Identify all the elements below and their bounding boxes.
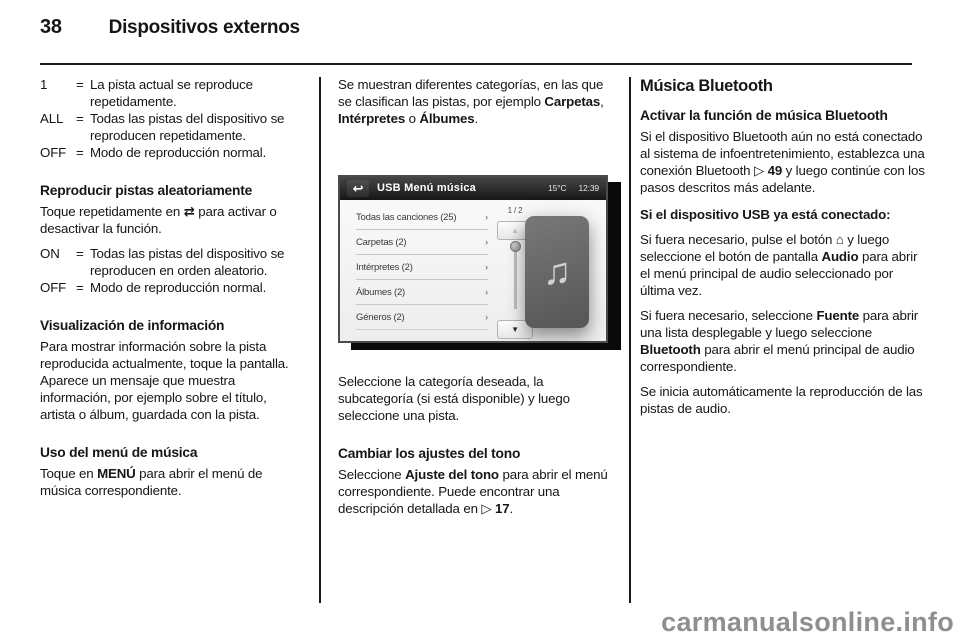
- text-segment: Carpetas: [544, 94, 601, 109]
- menu-item-label: Géneros (2): [356, 311, 405, 323]
- text-segment: y luego seleccione el botón de pantalla: [640, 232, 890, 264]
- chevron-right-icon: ›: [485, 286, 488, 297]
- text-segment: o: [405, 111, 420, 126]
- paragraph-tone-settings: [338, 466, 610, 517]
- menu-item-folders[interactable]: [356, 230, 488, 255]
- chevron-right-icon: ›: [485, 236, 488, 247]
- music-category-list: [356, 205, 488, 330]
- bluetooth-option-reference: Bluetooth: [640, 342, 701, 357]
- shuffle-icon: ⇄: [183, 204, 195, 219]
- def-separator: =: [76, 145, 84, 160]
- infotainment-screenshot: [338, 175, 608, 343]
- paragraph-info-display: Para mostrar información sobre la pista reproducida actualmente, toque la pantalla. Aparece un mensaje que muestra información, por ejemplo sobre el título, artista o álbum, guardada con la pista.: [40, 339, 289, 422]
- def-separator: =: [76, 280, 84, 295]
- heading-info-display: Visualización de información: [40, 318, 225, 333]
- figure-body: [340, 200, 606, 341]
- paragraph-bluetooth-connect: [640, 128, 930, 196]
- page-number: 38: [40, 16, 62, 38]
- music-note-icon: ♫: [542, 251, 572, 293]
- menu-item-label: Todas las canciones (25): [356, 211, 457, 223]
- arrow-up-icon: ▲: [511, 226, 519, 235]
- paragraph-music-menu-use: [40, 465, 304, 499]
- paragraph-home-audio: [640, 231, 930, 299]
- chevron-right-icon: ›: [485, 211, 488, 222]
- text-segment: para abrir una lista desplegable y luego seleccione: [640, 308, 919, 340]
- text-segment: para abrir el menú correspondiente. Puede encontrar una descripción detallada en: [338, 467, 608, 516]
- source-button-reference: Fuente: [816, 308, 860, 323]
- column-divider-1: [319, 77, 321, 603]
- text-segment: Intérpretes: [338, 111, 406, 126]
- paragraph-select-category: Seleccione la categoría deseada, la subcategoría (si está disponible) y luego seleccione una pista.: [338, 374, 570, 423]
- column-3: [640, 76, 930, 425]
- shuffle-mode-list: [40, 245, 304, 296]
- def-term: OFF: [40, 280, 67, 295]
- def-text: Todas las pistas del dispositivo se reproducen en orden aleatorio.: [90, 246, 285, 278]
- def-row-shuffle-off: [40, 279, 304, 296]
- back-button[interactable]: [347, 180, 369, 197]
- text-segment: .: [474, 111, 479, 126]
- column-1: [40, 76, 304, 507]
- def-separator: =: [76, 246, 84, 261]
- scrollbar-track[interactable]: [514, 243, 517, 309]
- back-icon: ↩: [352, 181, 364, 196]
- text-segment: Seleccione: [338, 467, 406, 482]
- text-segment: para abrir el menú de música correspondiente.: [40, 466, 263, 498]
- paragraph-categories: [338, 76, 610, 127]
- heading-tone-settings: Cambiar los ajustes del tono: [338, 446, 521, 461]
- figure-title: USB Menú música: [377, 182, 476, 194]
- text-segment: Si fuera necesario, seleccione: [640, 308, 817, 323]
- menu-item-label: Álbumes (2): [356, 286, 406, 298]
- column-2: [338, 76, 610, 525]
- heading-activate-bluetooth: Activar la función de música Bluetooth: [640, 108, 888, 123]
- text-segment: para activar o desactivar la función.: [40, 204, 277, 236]
- text-segment: para abrir el menú principal de audio seleccionado por última vez.: [640, 249, 918, 298]
- media-device-illustration: [525, 216, 589, 328]
- text-segment: Ajuste del tono: [405, 467, 499, 482]
- menu-item-all-songs[interactable]: [356, 205, 488, 230]
- def-row-repeat-1: [40, 76, 304, 110]
- def-text: Todas las pistas del dispositivo se reproducen repetidamente.: [90, 111, 285, 143]
- page-title: Dispositivos externos: [108, 17, 300, 38]
- def-row-repeat-all: [40, 110, 304, 144]
- page-reference-49: ▷ 49: [753, 163, 783, 178]
- text-segment: Si el dispositivo Bluetooth aún no está conectado al sistema de infoentretenimiento, establezca una conexión Bluetooth: [640, 129, 925, 178]
- def-row-repeat-off: [40, 144, 304, 161]
- page-header: [40, 16, 920, 39]
- heading-music-menu-use: Uso del menú de música: [40, 445, 198, 460]
- text-segment: Álbumes: [419, 111, 475, 126]
- def-separator: =: [76, 111, 84, 126]
- def-term: ALL: [40, 111, 64, 126]
- def-separator: =: [76, 77, 84, 92]
- menu-item-label: Intérpretes (2): [356, 261, 413, 273]
- chevron-right-icon: ›: [485, 261, 488, 272]
- def-term: 1: [40, 77, 48, 92]
- text-segment: ,: [600, 94, 604, 109]
- menu-button-reference: MENÚ: [97, 466, 136, 481]
- column-divider-2: [629, 77, 631, 603]
- def-text: Modo de reproducción normal.: [90, 280, 267, 295]
- def-text: Modo de reproducción normal.: [90, 145, 267, 160]
- chevron-right-icon: ›: [485, 311, 488, 322]
- text-segment: Se muestran diferentes categorías, en las que se clasifican las pistas, por ejemplo: [338, 77, 604, 109]
- scrollbar-knob[interactable]: [510, 241, 521, 252]
- paragraph-shuffle: [40, 203, 304, 237]
- arrow-down-icon: ▼: [511, 325, 519, 334]
- clock-readout: 12:39: [578, 183, 599, 193]
- watermark-text: carmanualsonline.info: [661, 607, 954, 637]
- paragraph-source-bluetooth: [640, 307, 930, 375]
- text-segment: para abrir el menú principal de audio correspondiente.: [640, 342, 915, 374]
- heading-bluetooth-music: Música Bluetooth: [640, 77, 773, 95]
- menu-item-albums[interactable]: [356, 280, 488, 305]
- text-segment: Toque en: [40, 466, 98, 481]
- repeat-mode-list: [40, 76, 304, 161]
- menu-item-genres[interactable]: [356, 305, 488, 330]
- figure-title-bar: [340, 177, 606, 200]
- text-segment: Si fuera necesario, pulse el botón: [640, 232, 836, 247]
- page-indicator: 1 / 2: [507, 206, 523, 215]
- heading-shuffle: Reproducir pistas aleatoriamente: [40, 183, 253, 198]
- usb-music-menu-figure: [338, 175, 608, 343]
- def-text: La pista actual se reproduce repetidamente.: [90, 77, 253, 109]
- menu-item-label: Carpetas (2): [356, 236, 407, 248]
- paragraph-auto-playback: Se inicia automáticamente la reproducción de las pistas de audio.: [640, 384, 923, 416]
- text-segment: Toque repetidamente en: [40, 204, 184, 219]
- def-term: ON: [40, 246, 60, 261]
- def-row-shuffle-on: [40, 245, 304, 279]
- text-segment: .: [509, 501, 514, 516]
- page-reference-17: ▷ 17: [481, 501, 510, 516]
- home-icon: ⌂: [835, 232, 844, 247]
- def-term: OFF: [40, 145, 67, 160]
- header-rule: [40, 63, 912, 65]
- text-segment: y luego continúe con los pasos descritos más adelante.: [640, 163, 925, 195]
- menu-item-artists[interactable]: [356, 255, 488, 280]
- audio-button-reference: Audio: [821, 249, 859, 264]
- temperature-readout: 15°C: [548, 183, 567, 193]
- paragraph-usb-connected: Si el dispositivo USB ya está conectado:: [640, 207, 891, 222]
